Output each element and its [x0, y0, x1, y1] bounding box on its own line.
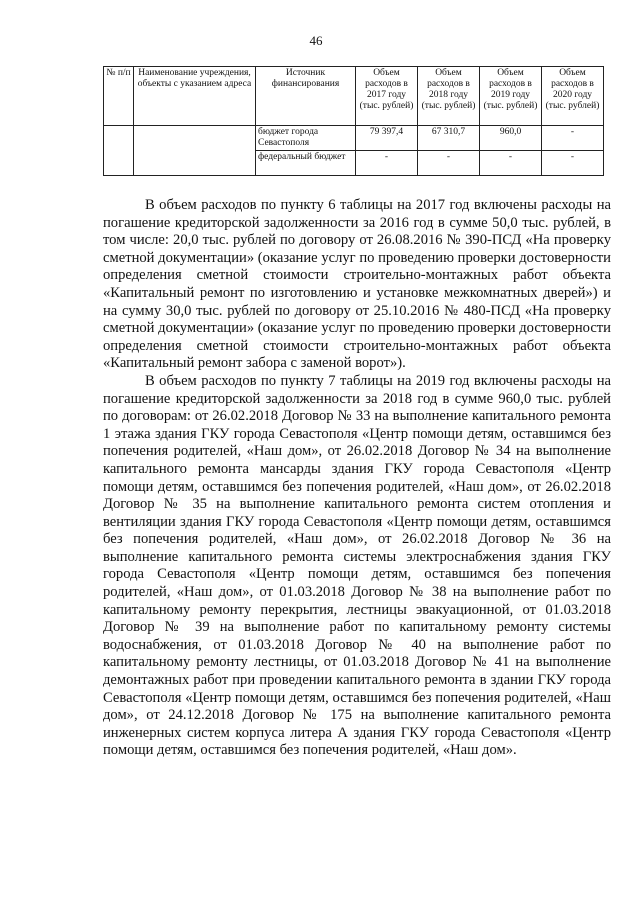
- cell-2020: -: [542, 126, 604, 151]
- finance-table: [103, 66, 604, 176]
- header-institution: Наименование учреждения, объекты с указанием адреса: [134, 67, 256, 126]
- header-source: Источник финансирования: [256, 67, 356, 126]
- cell-2017: -: [356, 151, 418, 176]
- cell-2019: 960,0: [480, 126, 542, 151]
- paragraph-item-7: В объем расходов по пункту 7 таблицы на 2019 год включены расходы на погашение кредиторской задолженности за 2018 год в сумме 960,0 тыс. рублей по договорам: от 26.02.2018 Договор № 33 на выполнение капитального ремонта 1 этажа здания ГКУ города Севастополя «Центр помощи детям, оставшимся без попечения родителей, «Наш дом», от 26.02.2018 Договор № 34 на выполнение капитального ремонта мансарды здания ГКУ города Севастополя «Центр помощи детям, оставшимся без попечения родителей, «Наш дом», от 26.02.2018 Договор № 35 на выполнение капитального ремонта систем отопления и вентиляции здания ГКУ города Севастополя «Центр помощи детям, оставшимся без попечения родителей, «Наш дом», от 26.02.2018 Договор № 36 на выполнение капитального ремонта системы электроснабжения здания ГКУ города Севастополя «Центр помощи детям, оставшимся без попечения родителей, «Наш дом», от 01.03.2018 Договор № 38 на выполнение работ по капитальному ремонту перекрытия, лестницы эвакуационной, от 01.03.2018 Договор № 39 на выполнение работ по капитальному ремонту системы водоснабжения, от 01.03.2018 Договор № 40 на выполнение работ по капитальному ремонту лестницы, от 01.03.2018 Договор № 41 на выполнение демонтажных работ при проведении капитального ремонта в здании ГКУ города Севастополя «Центр помощи детям, оставшимся без попечения родителей, «Наш дом», от 24.12.2018 Договор № 175 на выполнение капитального ремонта инженерных систем корпуса литера А здания ГКУ города Севастополя «Центр помощи детям, оставшимся без попечения родителей, «Наш дом».: [103, 372, 611, 759]
- header-2019: Объем расходов в 2019 году (тыс. рублей): [480, 67, 542, 126]
- cell-2018: -: [418, 151, 480, 176]
- cell-source: бюджет города Севастополя: [256, 126, 356, 151]
- cell-2020: -: [542, 151, 604, 176]
- cell-2018: 67 310,7: [418, 126, 480, 151]
- page-number: 46: [309, 33, 323, 48]
- table-header-row: [104, 67, 604, 126]
- header-number: № п/п: [104, 67, 134, 126]
- cell-2019: -: [480, 151, 542, 176]
- cell-institution: [134, 126, 256, 176]
- header-2020: Объем расходов в 2020 году (тыс. рублей): [542, 67, 604, 126]
- paragraph-item-6: В объем расходов по пункту 6 таблицы на 2017 год включены расходы на погашение кредиторской задолженности за 2016 год в сумме 50,0 тыс. рублей, в том числе: 20,0 тыс. рублей по договору от 26.08.2016 № 390-ПСД «На проверку сметной документации» (оказание услуг по проведению проверки достоверности определения сметной стоимости строительно-монтажных работ объекта «Капитальный ремонт по изготовлению и установке межкомнатных дверей») и на сумму 30,0 тыс. рублей по договору от 25.10.2016 № 480-ПСД «На проверку сметной документации» (оказание услуг по проведению проверки достоверности определения сметной стоимости строительно-монтажных работ объекта «Капитальный ремонт забора с заменой ворот»).: [103, 197, 611, 372]
- cell-number: [104, 126, 134, 176]
- header-2017: Объем расходов в 2017 году (тыс. рублей): [356, 67, 418, 126]
- header-2018: Объем расходов в 2018 году (тыс. рублей): [418, 67, 480, 126]
- cell-source: федеральный бюджет: [256, 151, 356, 176]
- table-row: [104, 126, 604, 151]
- cell-2017: 79 397,4: [356, 126, 418, 151]
- body-text: [103, 197, 611, 760]
